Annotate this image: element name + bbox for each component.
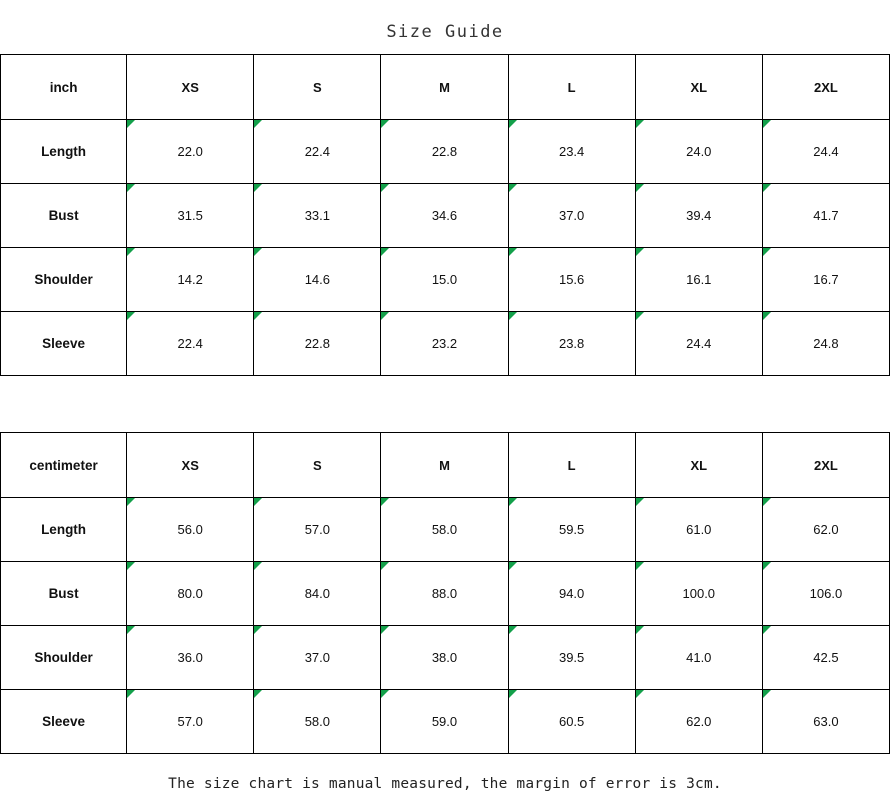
table-row bbox=[1, 184, 890, 248]
cell-sleeve-xl: 24.4 bbox=[635, 312, 762, 376]
cell-length-2xl: 62.0 bbox=[762, 498, 889, 562]
cell-shoulder-m: 38.0 bbox=[381, 626, 508, 690]
cell-shoulder-2xl: 42.5 bbox=[762, 626, 889, 690]
cell-sleeve-xl: 62.0 bbox=[635, 690, 762, 754]
column-header-s: S bbox=[254, 55, 381, 120]
cell-length-xs: 22.0 bbox=[127, 120, 254, 184]
cell-sleeve-2xl: 63.0 bbox=[762, 690, 889, 754]
cell-sleeve-xs: 57.0 bbox=[127, 690, 254, 754]
unit-label-centimeter: centimeter bbox=[1, 433, 127, 498]
page-title: Size Guide bbox=[386, 22, 504, 42]
cell-bust-m: 88.0 bbox=[381, 562, 508, 626]
cell-length-l: 59.5 bbox=[508, 498, 635, 562]
row-label-bust: Bust bbox=[1, 562, 127, 626]
cell-bust-m: 34.6 bbox=[381, 184, 508, 248]
column-header-m: M bbox=[381, 433, 508, 498]
cell-sleeve-l: 60.5 bbox=[508, 690, 635, 754]
cell-shoulder-m: 15.0 bbox=[381, 248, 508, 312]
table-row bbox=[1, 690, 890, 754]
cell-shoulder-s: 37.0 bbox=[254, 626, 381, 690]
column-header-l: L bbox=[508, 55, 635, 120]
row-label-shoulder: Shoulder bbox=[1, 626, 127, 690]
cell-shoulder-xs: 14.2 bbox=[127, 248, 254, 312]
column-header-l: L bbox=[508, 433, 635, 498]
cell-bust-s: 84.0 bbox=[254, 562, 381, 626]
table-header-row bbox=[1, 55, 890, 120]
cell-length-m: 58.0 bbox=[381, 498, 508, 562]
column-header-xs: XS bbox=[127, 55, 254, 120]
size-table-inch bbox=[0, 54, 890, 376]
cell-shoulder-l: 39.5 bbox=[508, 626, 635, 690]
cell-bust-l: 37.0 bbox=[508, 184, 635, 248]
row-label-sleeve: Sleeve bbox=[1, 690, 127, 754]
table-row bbox=[1, 626, 890, 690]
cell-sleeve-m: 23.2 bbox=[381, 312, 508, 376]
cell-sleeve-2xl: 24.8 bbox=[762, 312, 889, 376]
row-label-length: Length bbox=[1, 498, 127, 562]
cell-shoulder-2xl: 16.7 bbox=[762, 248, 889, 312]
unit-label-inch: inch bbox=[1, 55, 127, 120]
cell-bust-2xl: 106.0 bbox=[762, 562, 889, 626]
cell-length-xl: 61.0 bbox=[635, 498, 762, 562]
column-header-m: M bbox=[381, 55, 508, 120]
row-label-sleeve: Sleeve bbox=[1, 312, 127, 376]
table-row bbox=[1, 498, 890, 562]
cell-shoulder-xl: 41.0 bbox=[635, 626, 762, 690]
cell-sleeve-s: 22.8 bbox=[254, 312, 381, 376]
cell-length-xs: 56.0 bbox=[127, 498, 254, 562]
cell-length-2xl: 24.4 bbox=[762, 120, 889, 184]
cell-bust-xl: 100.0 bbox=[635, 562, 762, 626]
column-header-2xl: 2XL bbox=[762, 433, 889, 498]
table-divider-spacer bbox=[0, 376, 890, 432]
cell-bust-xs: 80.0 bbox=[127, 562, 254, 626]
cell-bust-xs: 31.5 bbox=[127, 184, 254, 248]
column-header-2xl: 2XL bbox=[762, 55, 889, 120]
cell-length-s: 22.4 bbox=[254, 120, 381, 184]
row-label-shoulder: Shoulder bbox=[1, 248, 127, 312]
column-header-xs: XS bbox=[127, 433, 254, 498]
row-label-bust: Bust bbox=[1, 184, 127, 248]
table-row bbox=[1, 248, 890, 312]
disclaimer-text: The size chart is manual measured, the margin of error is 3cm. bbox=[168, 776, 722, 792]
cell-sleeve-xs: 22.4 bbox=[127, 312, 254, 376]
table-header-row bbox=[1, 433, 890, 498]
column-header-xl: XL bbox=[635, 55, 762, 120]
table-row bbox=[1, 562, 890, 626]
cell-sleeve-l: 23.8 bbox=[508, 312, 635, 376]
cell-length-xl: 24.0 bbox=[635, 120, 762, 184]
cell-sleeve-s: 58.0 bbox=[254, 690, 381, 754]
cell-bust-s: 33.1 bbox=[254, 184, 381, 248]
table-row bbox=[1, 312, 890, 376]
column-header-xl: XL bbox=[635, 433, 762, 498]
size-table-centimeter bbox=[0, 432, 890, 754]
cell-shoulder-l: 15.6 bbox=[508, 248, 635, 312]
cell-bust-xl: 39.4 bbox=[635, 184, 762, 248]
cell-length-m: 22.8 bbox=[381, 120, 508, 184]
cell-sleeve-m: 59.0 bbox=[381, 690, 508, 754]
cell-shoulder-xs: 36.0 bbox=[127, 626, 254, 690]
cell-shoulder-xl: 16.1 bbox=[635, 248, 762, 312]
cell-length-l: 23.4 bbox=[508, 120, 635, 184]
cell-bust-l: 94.0 bbox=[508, 562, 635, 626]
cell-bust-2xl: 41.7 bbox=[762, 184, 889, 248]
cell-shoulder-s: 14.6 bbox=[254, 248, 381, 312]
table-row bbox=[1, 120, 890, 184]
row-label-length: Length bbox=[1, 120, 127, 184]
column-header-s: S bbox=[254, 433, 381, 498]
cell-length-s: 57.0 bbox=[254, 498, 381, 562]
